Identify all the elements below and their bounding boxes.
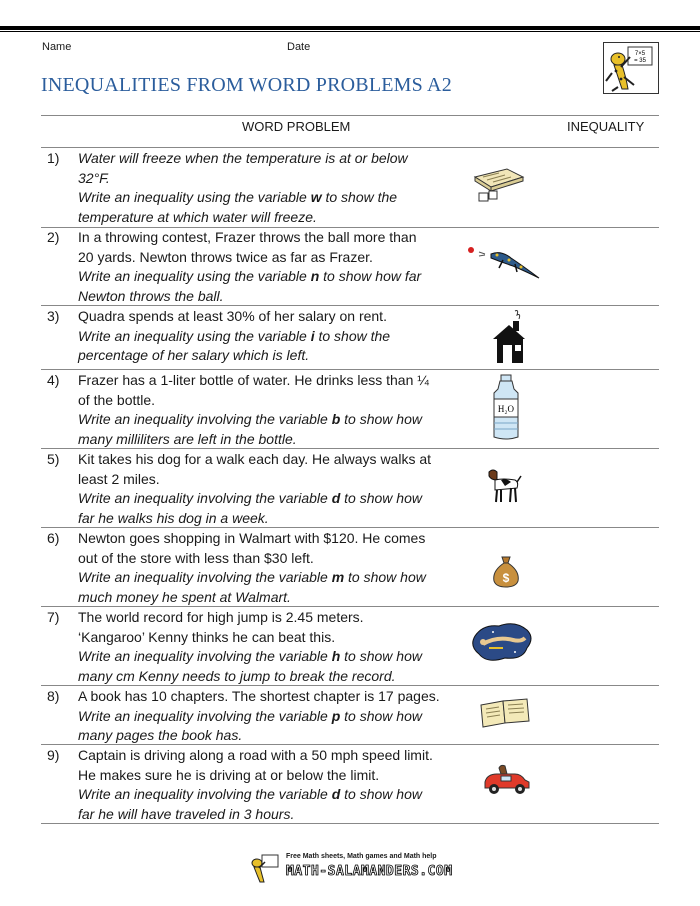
footer-tagline: Free Math sheets, Math games and Math help — [286, 853, 437, 860]
car-icon — [481, 764, 533, 803]
bottle-label: H₂O — [497, 404, 515, 414]
problem-line: of the bottle. — [78, 391, 156, 408]
problem-line: Newton goes shopping in Walmart with $120. He comes — [78, 530, 426, 546]
problem-number: 3) — [47, 308, 60, 324]
variable-name: w — [310, 189, 322, 205]
problem-line: Quadra spends at least 30% of her salary on rent. — [78, 308, 387, 324]
house-icon — [489, 307, 529, 372]
problem-text — [78, 608, 458, 686]
page-title: INEQUALITIES FROM WORD PROBLEMS A2 — [41, 74, 452, 96]
problem-number: 1) — [47, 150, 60, 166]
top-border-thick-line — [0, 26, 700, 30]
top-border-thin-line — [0, 31, 700, 32]
problem-line: Write an inequality involving the variable m to show how — [78, 569, 426, 585]
divider — [41, 606, 659, 607]
problem-line: much money he spent at Walmart. — [78, 588, 291, 605]
problem-number: 2) — [47, 229, 60, 245]
problem-line: many milliliters are left in the bottle. — [78, 430, 297, 447]
problem-line: 32°F. — [78, 169, 110, 186]
variable-name: i — [310, 327, 315, 344]
ice-cube-tray-icon — [471, 165, 527, 210]
problem-line: far he walks his dog in a week. — [78, 509, 269, 526]
column-header-inequality: INEQUALITY — [567, 119, 645, 134]
problem-text — [78, 529, 458, 607]
problem-line: Frazer has a 1-liter bottle of water. He drinks less than ¼ — [78, 372, 429, 388]
problem-line: far he will have traveled in 3 hours. — [78, 805, 295, 822]
problem-line: Write an inequality using the variable i to show the — [78, 327, 391, 344]
variable-name: d — [331, 490, 341, 506]
problem-line: many pages the book has. — [78, 727, 243, 743]
dog-icon — [483, 466, 523, 511]
footer-site-name: MATH-SALAMANDERS.COM — [286, 864, 453, 879]
problem-number: 9) — [47, 747, 60, 763]
money-bag-icon — [490, 553, 522, 594]
column-header-word-problem: WORD PROBLEM — [242, 119, 351, 134]
divider — [41, 305, 659, 306]
problem-number: 7) — [47, 609, 60, 625]
problem-line: The world record for high jump is 2.45 meters. — [78, 609, 364, 625]
problem-text — [78, 746, 458, 824]
problem-line: Write an inequality involving the variable p to show how — [78, 707, 422, 724]
problem-line: Write an inequality involving the variable d to show how — [78, 490, 422, 506]
problem-number: 6) — [47, 530, 60, 546]
problem-text — [78, 450, 458, 528]
problem-line: Write an inequality involving the variable b to show how — [78, 411, 422, 427]
problem-text — [78, 228, 458, 306]
problem-text — [78, 687, 458, 746]
problem-line: Water will freeze when the temperature is at or below — [78, 150, 408, 166]
problem-line: In a throwing contest, Frazer throws the ball more than — [78, 229, 417, 245]
problem-line: Write an inequality using the variable n to show how far — [78, 268, 422, 284]
money-bag-label: $ — [502, 571, 510, 585]
problem-line: percentage of her salary which is left. — [78, 347, 310, 363]
problem-line: Kit takes his dog for a walk each day. He always walks at — [78, 451, 432, 467]
divider — [41, 448, 659, 449]
high-jumper-icon — [469, 618, 535, 671]
divider — [41, 744, 659, 745]
water-bottle-icon — [490, 373, 522, 446]
problem-line: many cm Kenny needs to jump to break the record. — [78, 667, 396, 684]
open-book-icon — [477, 695, 533, 734]
divider — [41, 527, 659, 528]
variable-name: d — [331, 786, 341, 802]
divider — [41, 685, 659, 686]
problem-number: 8) — [47, 688, 60, 704]
divider — [41, 147, 659, 148]
salamander-logo-icon — [603, 42, 659, 94]
variable-name: m — [331, 569, 345, 585]
divider — [41, 369, 659, 370]
divider — [41, 115, 659, 116]
problem-text — [78, 307, 458, 366]
footer-logo — [248, 853, 453, 883]
logo-text-bottom: = 35 — [634, 58, 646, 64]
problem-line: out of the store with less than $30 left. — [78, 549, 314, 566]
variable-name: p — [331, 707, 341, 724]
salamander-throwing-ball-icon — [467, 236, 547, 289]
problem-line: Write an inequality involving the variable h to show how — [78, 648, 422, 664]
problem-line: Captain is driving along a road with a 50 mph speed limit. — [78, 747, 433, 763]
problem-line: least 2 miles. — [78, 470, 160, 487]
problem-text — [78, 371, 458, 449]
salamander-mascot-icon — [248, 853, 282, 883]
problem-line: Newton throws the ball. — [78, 287, 224, 304]
top-border — [0, 0, 700, 34]
problem-line: He makes sure he is driving at or below the limit. — [78, 766, 380, 783]
name-label: Name — [42, 41, 72, 53]
problem-number: 4) — [47, 372, 60, 388]
problem-line: Write an inequality involving the variable d to show how — [78, 786, 422, 802]
problem-text — [78, 149, 458, 227]
problem-line: Write an inequality using the variable w to show the — [78, 189, 398, 205]
problem-line: A book has 10 chapters. The shortest chapter is 17 pages. — [78, 688, 440, 704]
date-label: Date — [287, 41, 311, 53]
problem-number: 5) — [47, 451, 60, 467]
problem-line: temperature at which water will freeze. — [78, 208, 317, 225]
problem-line: 20 yards. Newton throws twice as far as Frazer. — [78, 248, 373, 265]
logo-text-top: 7×5 — [634, 51, 646, 57]
variable-name: n — [310, 268, 320, 284]
variable-name: b — [331, 411, 341, 427]
problem-line: ‘Kangaroo’ Kenny thinks he can beat this. — [78, 628, 336, 645]
divider — [41, 823, 659, 824]
variable-name: h — [331, 648, 341, 664]
